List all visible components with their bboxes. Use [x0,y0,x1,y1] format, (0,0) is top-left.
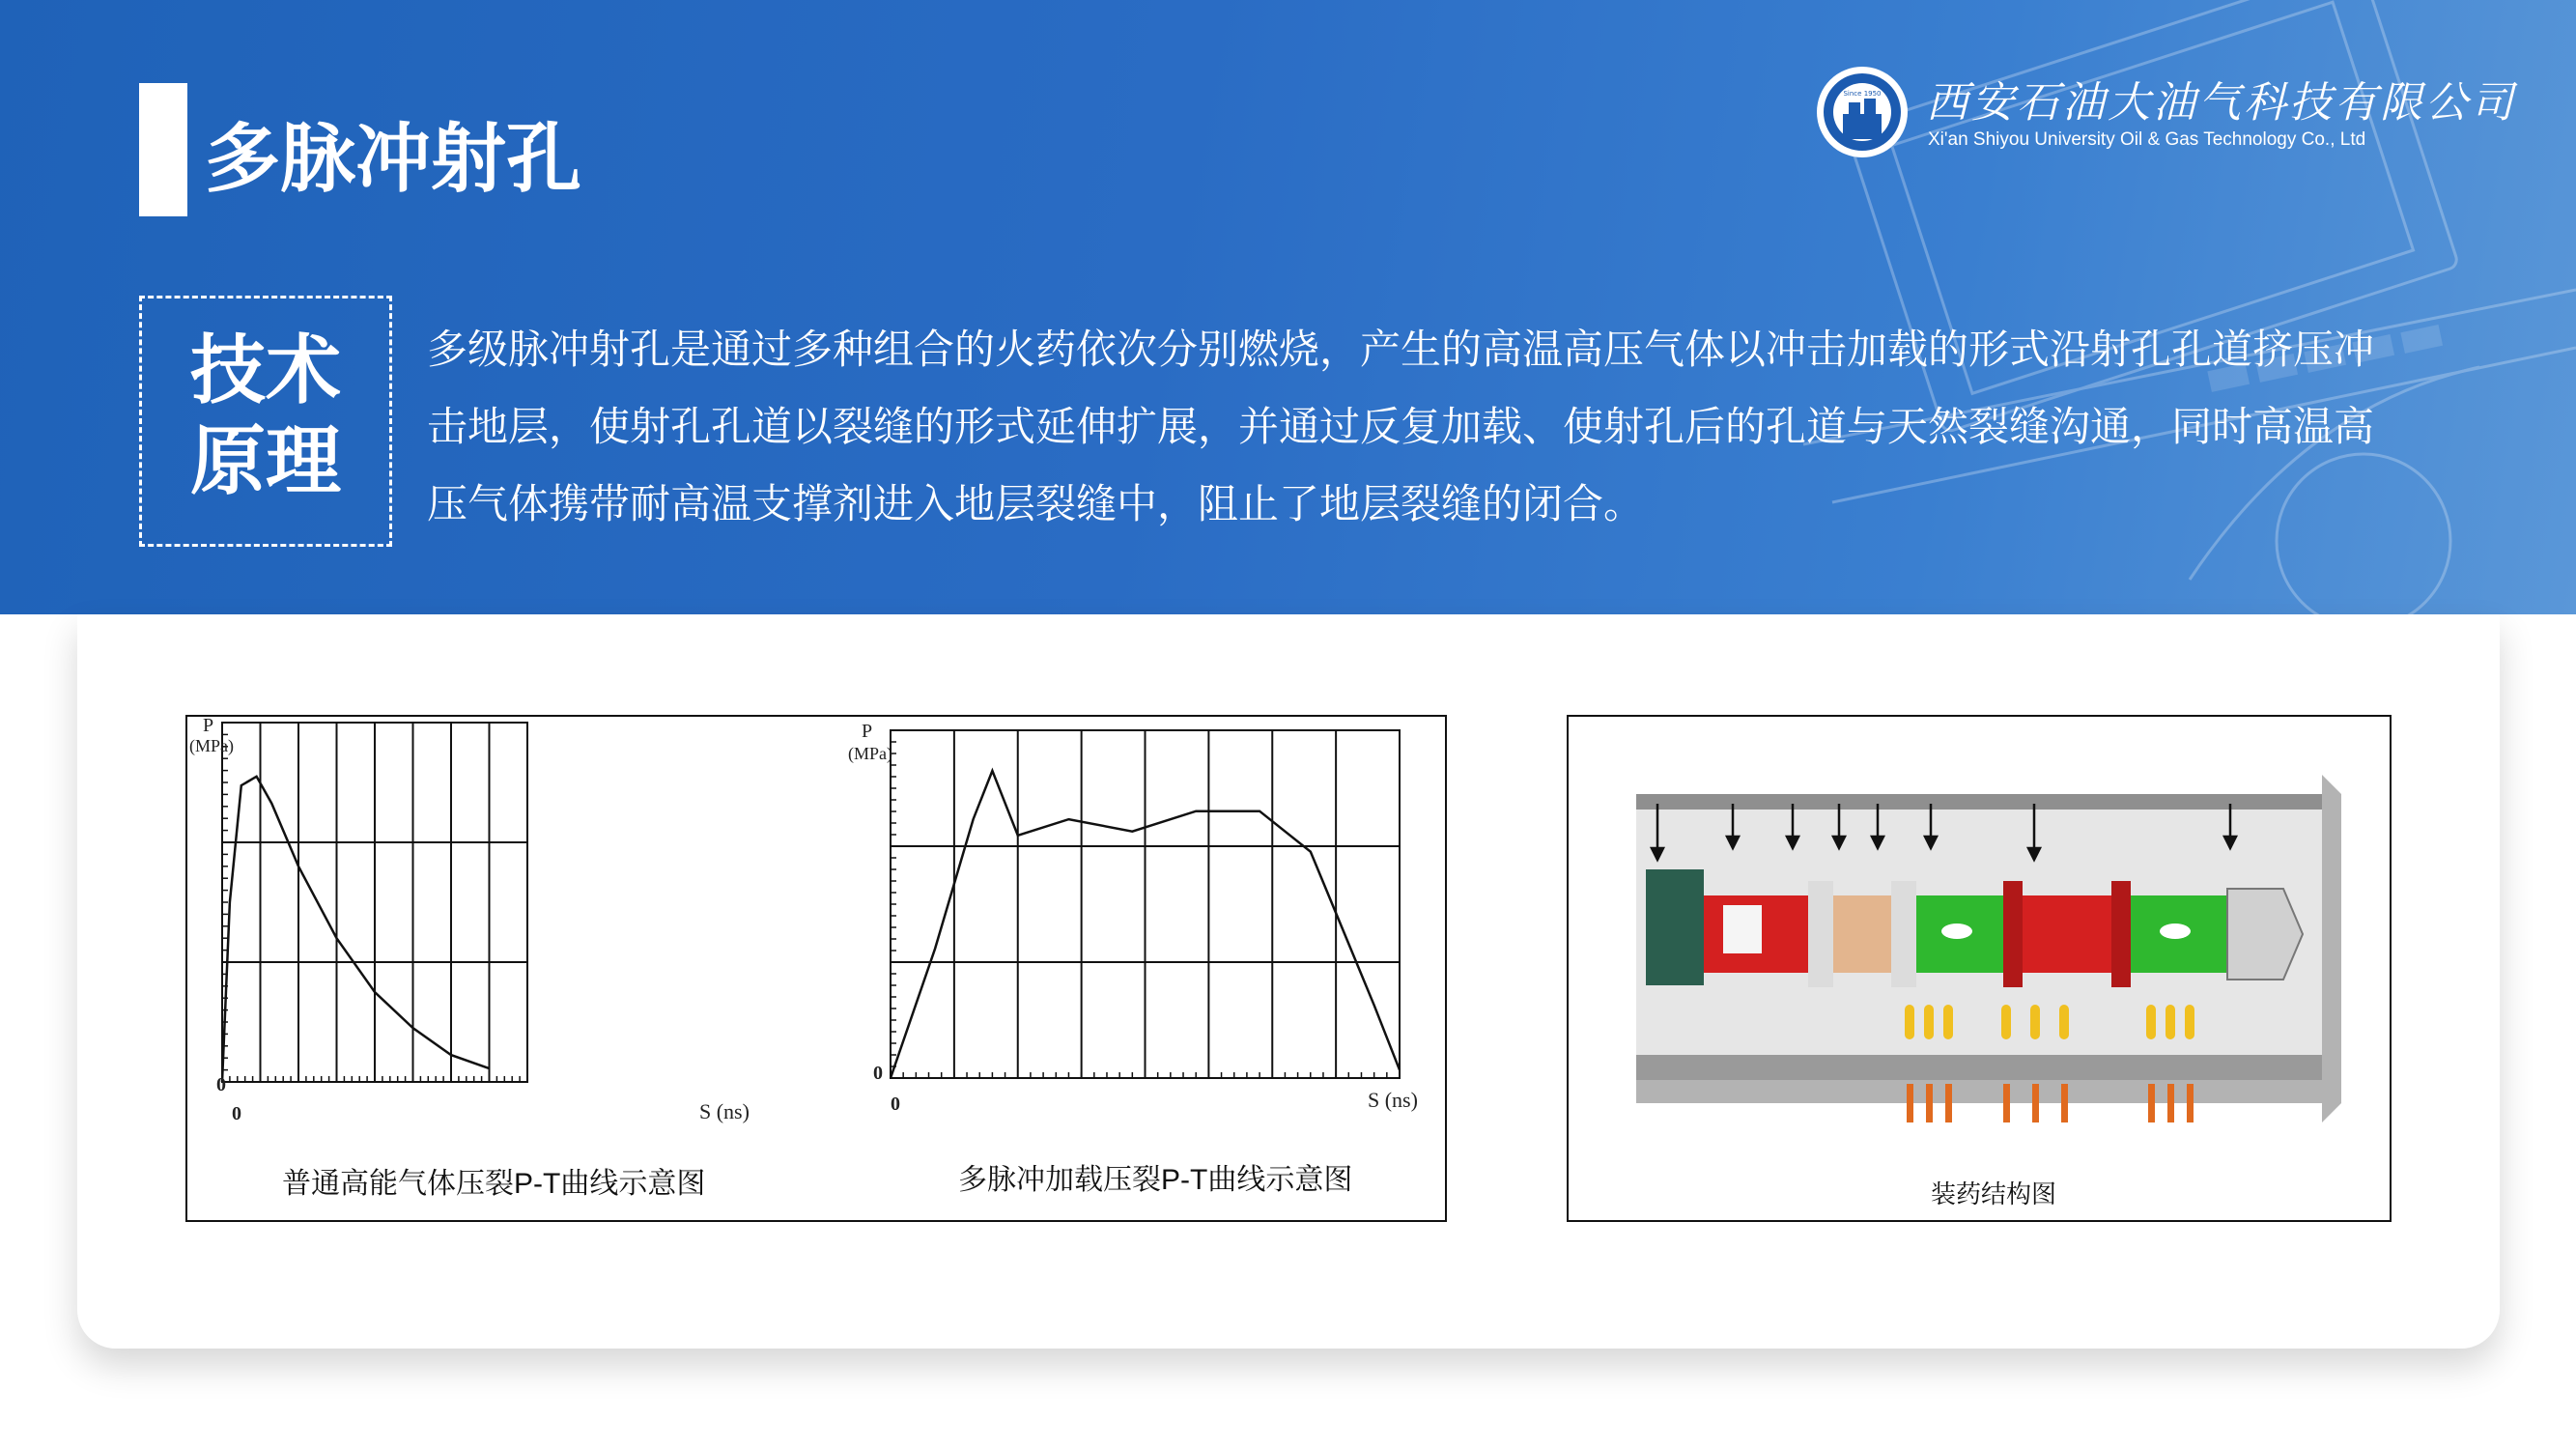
chart2-y-origin: 0 [873,1063,883,1084]
principle-label-line1: 技术 [189,327,341,414]
pt-charts-svg [187,717,1445,1220]
title-accent-bar [139,83,187,216]
chart1-x-origin: 0 [232,1103,241,1124]
charge-window-1 [1723,905,1762,953]
university-emblem-icon [1814,64,1911,160]
charge-structure-diagram [1569,717,2390,1220]
principle-label-line2: 原理 [189,418,341,505]
red-charge-2 [2023,895,2111,973]
casing-bottom-wall [1636,1055,2322,1080]
chart1-x-label: S (ns) [699,1099,750,1123]
chart2-x-origin: 0 [891,1094,900,1115]
chart1-grid [222,723,527,1082]
company-name-en: Xi'an Shiyou University Oil & Gas Technology Co., Ltd [1928,129,2366,150]
svg-text:Since 1950: Since 1950 [1843,90,1882,98]
company-name-cn: 西安石油大油气科技有限公司 [1926,78,2516,128]
chart1-y-origin: 0 [216,1074,226,1095]
casing-top-wall [1636,794,2322,810]
chart2-y-label-p: P [862,721,873,742]
chart2-grid [891,730,1400,1078]
gun-head [1646,869,1704,985]
charge-port-2 [2160,923,2191,939]
chart1-y-label-p: P [203,715,214,736]
pt-curves-figure [185,715,1447,1222]
header-banner [0,0,2576,614]
chart1-caption: 普通高能气体压裂P-T曲线示意图 [282,1168,706,1200]
charge-structure-figure [1567,715,2392,1222]
page-title: 多脉冲射孔 [205,116,582,203]
principle-label-box [139,296,392,547]
structure-caption: 装药结构图 [1931,1179,2057,1208]
charge-port-1 [1941,923,1972,939]
chart2-caption: 多脉冲加载压裂P-T曲线示意图 [958,1164,1353,1196]
red-ring-2 [2111,881,2131,987]
principle-description: 多级脉冲射孔是通过多种组合的火药依次分别燃烧，产生的高温高压气体以冲击加载的形式沿射孔孔道挤压冲击地层，使射孔孔道以裂缝的形式延伸扩展，并通过反复加载、使射孔后的孔道与天然裂缝沟通，同时高温高压气体携带耐高温支撑剂进入地层裂缝中，阻止了地层裂缝的闭合。 [427,326,2375,527]
company-logo [1814,60,2516,166]
chart2-x-label: S (ns) [1368,1088,1418,1112]
propellant-block [1833,895,1891,973]
red-ring-1 [2003,881,2023,987]
chart2-y-label-unit: (MPa) [848,744,892,763]
chart1-curve [222,777,490,1082]
coupling-2 [1891,881,1916,987]
chart1-y-label-unit: (MPa) [189,736,234,755]
coupling-1 [1808,881,1833,987]
